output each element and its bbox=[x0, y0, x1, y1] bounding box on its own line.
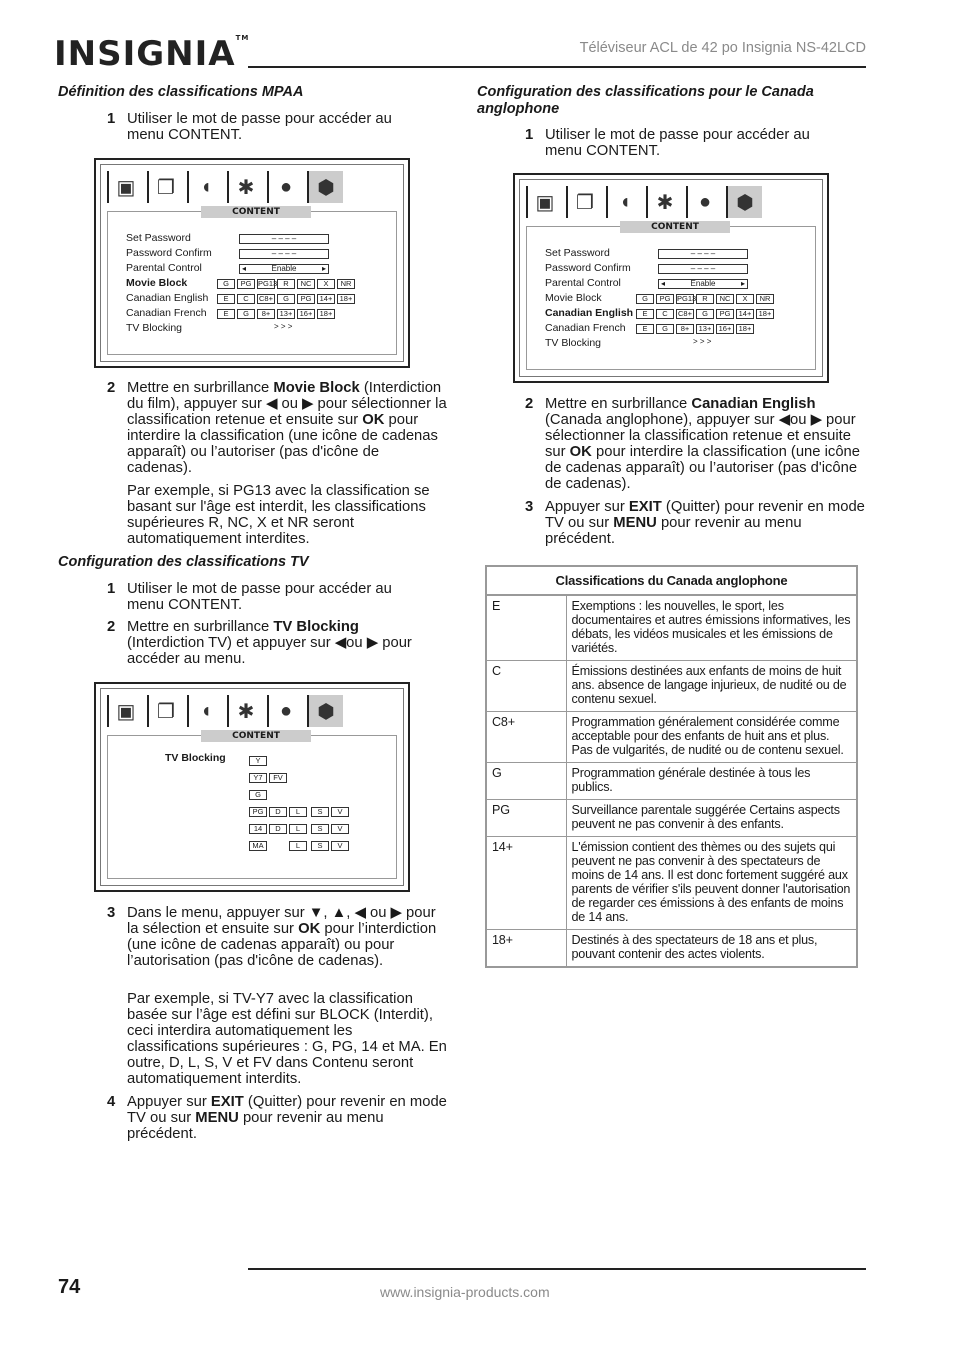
tv-blocking-label: TV Blocking bbox=[545, 337, 602, 349]
picture-icon: ▣ bbox=[526, 186, 562, 218]
tv-example-paragraph: Par exemple, si TV-Y7 avec la classification basée sur l’âge est défini sur BLOCK (Interdit), ceci interdira automatiquement les classifications supérieures : G, PG, 14 et MA. En outre, D, L, S, V et FV dans Contenu seront automatiquement interdits. bbox=[127, 991, 447, 1087]
menu-icon-bar bbox=[107, 693, 397, 729]
rating-box: C bbox=[656, 309, 674, 319]
tv-rating-box: S bbox=[311, 824, 329, 834]
content-lock-icon: ⬢ bbox=[307, 695, 343, 727]
tv-rating-box: 14 bbox=[249, 824, 267, 834]
rating-description: L'émission contient des thèmes ou des sujets qui peuvent ne pas convenir à des spectateurs de moins de 14 ans. Il est donc fortement suggéré aux parents de vérifier s'ils peuvent donner l'autorisation de regarder ces émissions à des enfants de moins de 14 ans. bbox=[566, 837, 857, 930]
rating-box: R bbox=[696, 294, 714, 304]
menu-icon-bar bbox=[107, 169, 397, 205]
tv-rating-box: D bbox=[269, 807, 287, 817]
setup-icon: ✱ bbox=[646, 186, 682, 218]
rating-code: PG bbox=[486, 800, 566, 837]
content-tab: CONTENT bbox=[201, 206, 311, 218]
rating-box: 18+ bbox=[337, 294, 355, 304]
rating-box: G bbox=[636, 294, 654, 304]
tv-rating-box: G bbox=[249, 790, 267, 800]
rating-description: Destinés à des spectateurs de 18 ans et plus, pouvant contenir des actes violents. bbox=[566, 930, 857, 968]
password-confirm-field: – – – – bbox=[239, 249, 329, 259]
password-confirm-label: Password Confirm bbox=[545, 262, 631, 274]
rating-description: Émissions destinées aux enfants de moins de huit ans. absence de langage injurieux, de nudité ou de contenu sexuel. bbox=[566, 661, 857, 712]
parental-control-label: Parental Control bbox=[545, 277, 621, 289]
section-title-canada: Configuration des classifications pour le Canada anglophone bbox=[477, 84, 814, 117]
rating-box: 14+ bbox=[736, 309, 754, 319]
tv-rating-box: L bbox=[289, 807, 307, 817]
audio-icon: ◖ bbox=[187, 171, 223, 203]
footer-rule bbox=[248, 1268, 866, 1270]
rating-box: E bbox=[217, 294, 235, 304]
set-password-label: Set Password bbox=[545, 247, 610, 259]
rating-box: E bbox=[217, 309, 235, 319]
content-menu-screen-canadian bbox=[513, 173, 829, 383]
table-row bbox=[486, 763, 857, 800]
rating-box: 16+ bbox=[297, 309, 315, 319]
footer-url: www.insignia-products.com bbox=[380, 1284, 550, 1300]
movie-block-label: Movie Block bbox=[126, 277, 188, 289]
content-menu-screen-tv-blocking bbox=[94, 682, 410, 892]
rating-box: G bbox=[237, 309, 255, 319]
content-tab: CONTENT bbox=[620, 221, 730, 233]
tv-rating-box: FV bbox=[269, 773, 287, 783]
tv-rating-box: S bbox=[311, 807, 329, 817]
page-number: 74 bbox=[58, 1276, 81, 1298]
rating-code: 14+ bbox=[486, 837, 566, 930]
rating-box: NC bbox=[297, 279, 315, 289]
rating-box: C8+ bbox=[257, 294, 275, 304]
tv-rating-box: V bbox=[331, 807, 349, 817]
mpaa-example-paragraph: Par exemple, si PG13 avec la classification se basant sur l'âge est interdit, les classifications supérieures R, NC, X et NR seront automatiquement interdites. bbox=[127, 483, 430, 547]
tv-rating-box: L bbox=[289, 841, 307, 851]
canadian-french-label: Canadian French bbox=[545, 322, 626, 334]
canada-step-3: 3 Appuyer sur EXIT (Quitter) pour revenir en mode TV ou sur MENU pour revenir au menu précédent. bbox=[525, 499, 865, 547]
pip-icon: ❐ bbox=[147, 171, 183, 203]
content-menu-screen-movie bbox=[94, 158, 410, 368]
rating-box: X bbox=[736, 294, 754, 304]
rating-box: NR bbox=[756, 294, 774, 304]
rating-code: C8+ bbox=[486, 712, 566, 763]
step-1: 1 Utiliser le mot de passe pour accéder au menu CONTENT. bbox=[107, 111, 392, 143]
table-row bbox=[486, 661, 857, 712]
channel-icon: ● bbox=[267, 695, 303, 727]
setup-icon: ✱ bbox=[227, 171, 263, 203]
movie-block-label: Movie Block bbox=[545, 292, 602, 304]
rating-box: PG13 bbox=[677, 294, 697, 303]
tv-rating-box: L bbox=[289, 824, 307, 834]
canadian-english-label: Canadian English bbox=[545, 307, 634, 319]
tv-step-1: 1 Utiliser le mot de passe pour accéder au menu CONTENT. bbox=[107, 581, 392, 613]
rating-code: G bbox=[486, 763, 566, 800]
tv-rating-box: V bbox=[331, 824, 349, 834]
rating-box: X bbox=[317, 279, 335, 289]
header-rule bbox=[248, 66, 866, 68]
channel-icon: ● bbox=[686, 186, 722, 218]
canada-step-2: 2 Mettre en surbrillance Canadian English (Canada anglophone), appuyer sur ◀ou ▶ pour sélectionner la classification retenue et ensuite sur OK pour interdire la classification (une icône de cadenas apparaît) ou l’autoriser (pas d'icône de cadenas). bbox=[525, 396, 861, 492]
rating-code: E bbox=[486, 595, 566, 661]
section-title-tv: Configuration des classifications TV bbox=[58, 554, 309, 570]
rating-box: PG bbox=[297, 294, 315, 304]
canadian-french-label: Canadian French bbox=[126, 307, 207, 319]
tv-step-4: 4 Appuyer sur EXIT (Quitter) pour revenir en mode TV ou sur MENU pour revenir au menu précédent. bbox=[107, 1094, 447, 1142]
rating-box: 18+ bbox=[756, 309, 774, 319]
rating-description: Surveillance parentale suggérée Certains aspects peuvent ne pas convenir à des enfants. bbox=[566, 800, 857, 837]
tv-blocking-arrows: > > > bbox=[274, 322, 293, 331]
audio-icon: ◖ bbox=[187, 695, 223, 727]
content-lock-icon: ⬢ bbox=[726, 186, 762, 218]
content-lock-icon: ⬢ bbox=[307, 171, 343, 203]
tv-blocking-label: TV Blocking bbox=[126, 322, 183, 334]
rating-code: 18+ bbox=[486, 930, 566, 968]
rating-box: 13+ bbox=[277, 309, 295, 319]
canadian-ratings-table bbox=[485, 565, 858, 968]
channel-icon: ● bbox=[267, 171, 303, 203]
tv-step-2: 2 Mettre en surbrillance TV Blocking (Interdiction TV) et appuyer sur ◀ou ▶ pour accéder au menu. bbox=[107, 619, 412, 667]
table-row bbox=[486, 930, 857, 968]
picture-icon: ▣ bbox=[107, 695, 143, 727]
rating-box: G bbox=[696, 309, 714, 319]
canadian-english-label: Canadian English bbox=[126, 292, 209, 304]
rating-box: G bbox=[277, 294, 295, 304]
pip-icon: ❐ bbox=[566, 186, 602, 218]
audio-icon: ◖ bbox=[606, 186, 642, 218]
header-title: Téléviseur ACL de 42 po Insignia NS-42LCD bbox=[579, 40, 866, 56]
set-password-label: Set Password bbox=[126, 232, 191, 244]
rating-box: NR bbox=[337, 279, 355, 289]
rating-box: 18+ bbox=[317, 309, 335, 319]
canada-step-1: 1 Utiliser le mot de passe pour accéder au menu CONTENT. bbox=[525, 127, 810, 159]
rating-box: PG bbox=[716, 309, 734, 319]
rating-box: NC bbox=[716, 294, 734, 304]
parental-control-select: ◂ Enable ▸ bbox=[239, 264, 329, 274]
table-row bbox=[486, 595, 857, 661]
rating-description: Programmation généralement considérée comme acceptable pour des enfants de huit ans et plus. Pas de vulgarités, de nudité ou de contenu sexuel. bbox=[566, 712, 857, 763]
rating-box: PG bbox=[656, 294, 674, 304]
rating-box: 16+ bbox=[716, 324, 734, 334]
table-title: Classifications du Canada anglophone bbox=[486, 566, 857, 595]
password-confirm-field: – – – – bbox=[658, 264, 748, 274]
rating-box: PG13 bbox=[258, 279, 278, 288]
rating-box: PG bbox=[237, 279, 255, 289]
tv-rating-box: S bbox=[311, 841, 329, 851]
tv-rating-box: MA bbox=[249, 841, 267, 851]
rating-box: 8+ bbox=[257, 309, 275, 319]
content-tab: CONTENT bbox=[201, 730, 311, 742]
tv-rating-box: D bbox=[269, 824, 287, 834]
section-title-mpaa: Définition des classifications MPAA bbox=[58, 84, 304, 100]
rating-box: 8+ bbox=[676, 324, 694, 334]
rating-box: 13+ bbox=[696, 324, 714, 334]
tv-rating-box: Y7 bbox=[249, 773, 267, 783]
rating-box: G bbox=[217, 279, 235, 289]
pip-icon: ❐ bbox=[147, 695, 183, 727]
setup-icon: ✱ bbox=[227, 695, 263, 727]
rating-box: 14+ bbox=[317, 294, 335, 304]
rating-box: C bbox=[237, 294, 255, 304]
rating-box: C8+ bbox=[676, 309, 694, 319]
table-row bbox=[486, 712, 857, 763]
rating-box: R bbox=[277, 279, 295, 289]
rating-description: Programmation générale destinée à tous les publics. bbox=[566, 763, 857, 800]
rating-description: Exemptions : les nouvelles, le sport, les documentaires et autres émissions informatives, les débats, les vidéos musicales et les émissions de variétés. bbox=[566, 595, 857, 661]
tv-rating-box: Y bbox=[249, 756, 267, 766]
password-confirm-label: Password Confirm bbox=[126, 247, 212, 259]
insignia-logo: INSIGNIA™ bbox=[54, 34, 250, 74]
set-password-field: – – – – bbox=[239, 234, 329, 244]
table-row bbox=[486, 800, 857, 837]
tv-rating-box: PG bbox=[249, 807, 267, 817]
tv-step-3: 3 Dans le menu, appuyer sur ▼, ▲, ◀ ou ▶ pour la sélection et ensuite sur OK pour l’interdiction (une icône de cadenas apparaît) ou pour l’autorisation (pas d'icône de cadenas). bbox=[107, 905, 437, 969]
picture-icon: ▣ bbox=[107, 171, 143, 203]
parental-control-label: Parental Control bbox=[126, 262, 202, 274]
rating-code: C bbox=[486, 661, 566, 712]
tv-blocking-arrows: > > > bbox=[693, 337, 712, 346]
tv-rating-box: V bbox=[331, 841, 349, 851]
set-password-field: – – – – bbox=[658, 249, 748, 259]
rating-box: E bbox=[636, 324, 654, 334]
rating-box: G bbox=[656, 324, 674, 334]
table-row bbox=[486, 837, 857, 930]
rating-box: E bbox=[636, 309, 654, 319]
tv-blocking-title: TV Blocking bbox=[165, 752, 226, 764]
menu-icon-bar bbox=[526, 184, 816, 220]
step-2-movie-block: 2 Mettre en surbrillance Movie Block (Interdiction du film), appuyer sur ◀ ou ▶ pour sélectionner la classification retenue et ensuite sur OK pour interdire la classification (une icône de cadenas apparaît) ou l’autoriser (pas d'icône de cadenas). bbox=[107, 380, 447, 476]
rating-box: 18+ bbox=[736, 324, 754, 334]
parental-control-select: ◂ Enable ▸ bbox=[658, 279, 748, 289]
